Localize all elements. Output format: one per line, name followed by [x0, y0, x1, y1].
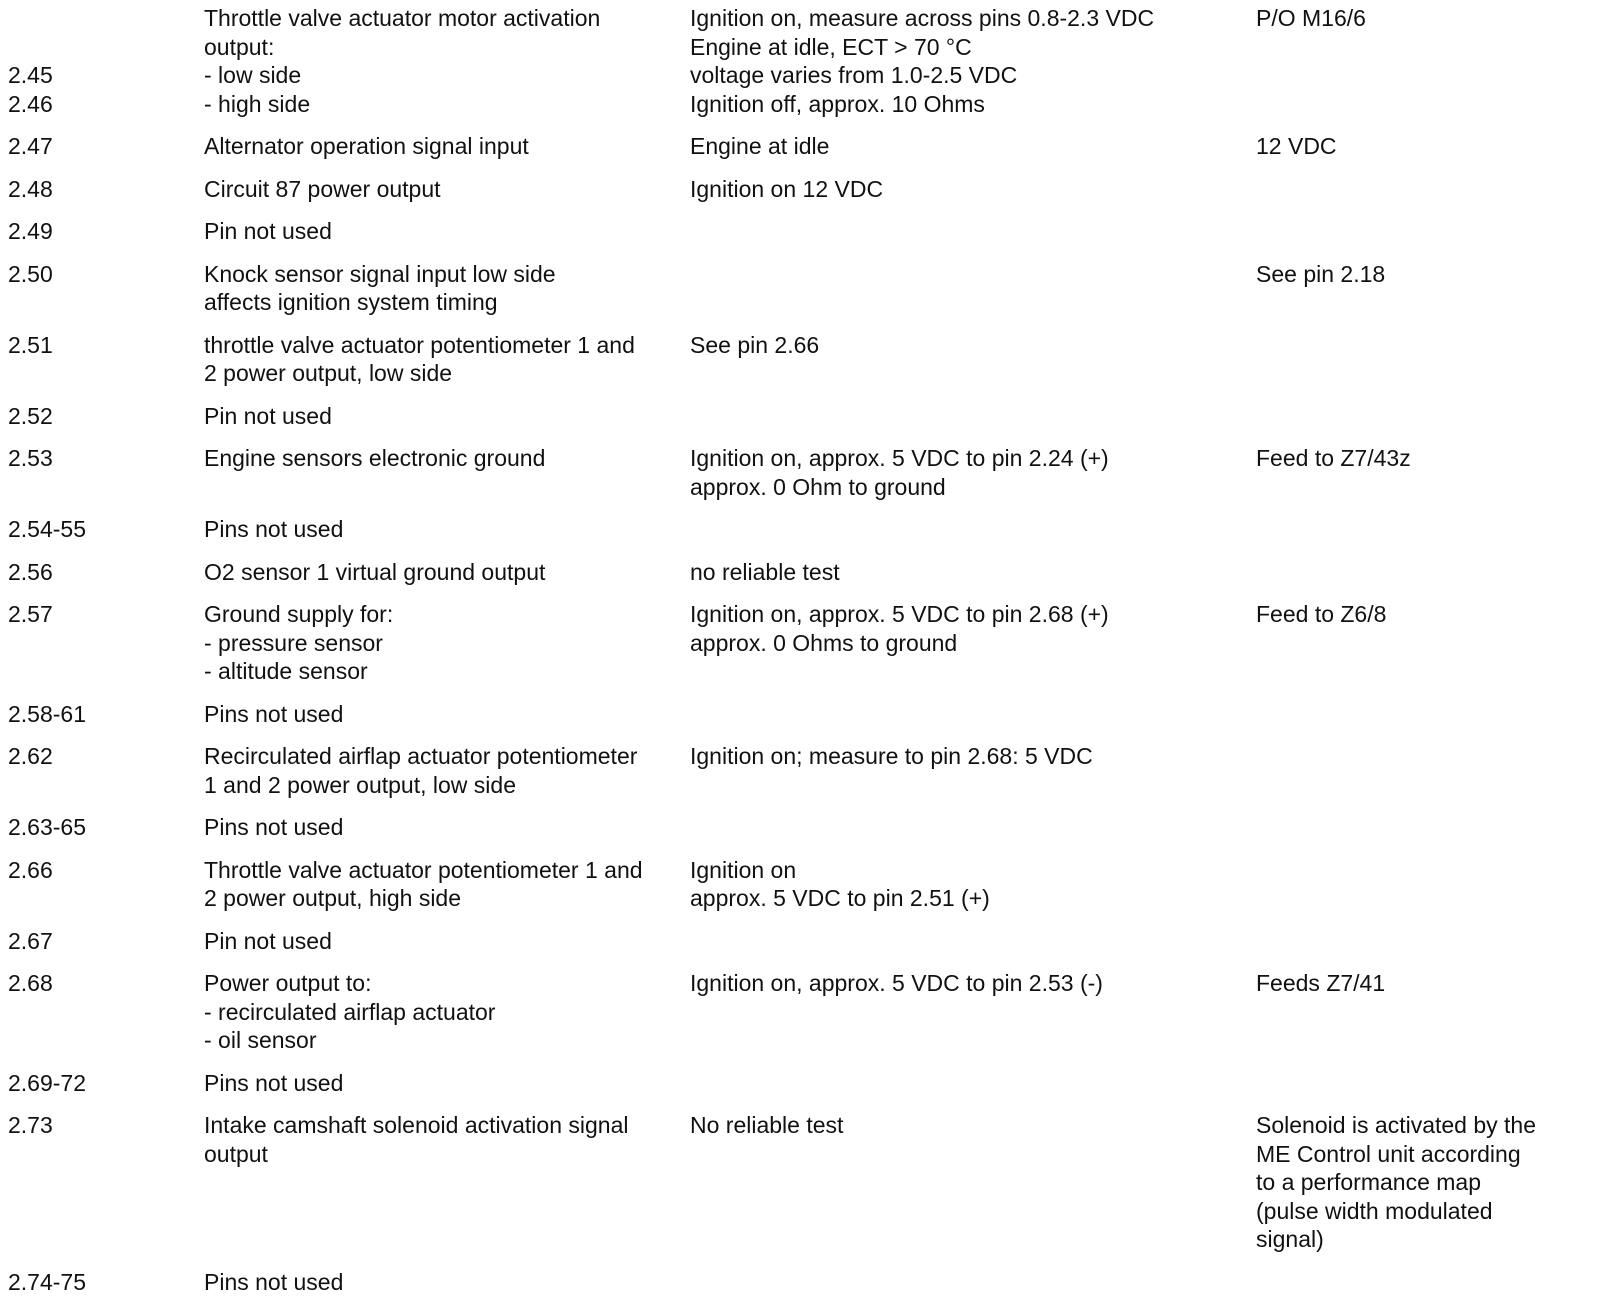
table-row: [8, 1268, 1598, 1310]
pin-description-line: affects ignition system timing: [204, 288, 690, 317]
pin-number-line: 2.57: [8, 600, 204, 629]
pin-number-cell: [8, 132, 204, 175]
test-condition-cell: [690, 927, 1256, 970]
pin-number-line: 2.73: [8, 1111, 204, 1140]
test-condition-cell: [690, 558, 1256, 601]
pin-number-line: 2.53: [8, 444, 204, 473]
pin-description-line: Pin not used: [204, 217, 690, 246]
pinout-table: [8, 4, 1598, 1310]
test-condition-line: approx. 0 Ohm to ground: [690, 473, 1256, 502]
pin-number-line: 2.67: [8, 927, 204, 956]
table-row: [8, 813, 1598, 856]
pin-number-cell: [8, 969, 204, 1069]
pin-number-cell: [8, 1111, 204, 1268]
pin-number-cell: [8, 600, 204, 700]
pin-note-line: Feeds Z7/41: [1256, 969, 1598, 998]
pin-description-line: Throttle valve actuator motor activation: [204, 4, 690, 33]
pin-note-line: 12 VDC: [1256, 132, 1598, 161]
pin-note-line: See pin 2.18: [1256, 260, 1598, 289]
test-condition-line: Ignition off, approx. 10 Ohms: [690, 90, 1256, 119]
pin-note-line: to a performance map: [1256, 1168, 1598, 1197]
pin-description-cell: [204, 402, 690, 445]
pin-description-line: - oil sensor: [204, 1026, 690, 1055]
test-condition-cell: [690, 813, 1256, 856]
pin-note-cell: [1256, 856, 1598, 927]
pin-note-cell: [1256, 600, 1598, 700]
pin-note-cell: [1256, 402, 1598, 445]
test-condition-line: Ignition on, approx. 5 VDC to pin 2.53 (-): [690, 969, 1256, 998]
pin-number-line: 2.48: [8, 175, 204, 204]
pin-number-cell: [8, 402, 204, 445]
test-condition-line: Ignition on: [690, 856, 1256, 885]
pin-note-cell: [1256, 558, 1598, 601]
pin-note-cell: [1256, 515, 1598, 558]
pin-number-cell: [8, 444, 204, 515]
pin-number-line: 2.56: [8, 558, 204, 587]
pin-note-line: (pulse width modulated: [1256, 1197, 1598, 1226]
pin-description-line: - high side: [204, 90, 690, 119]
pin-number-cell: [8, 856, 204, 927]
pin-description-cell: [204, 4, 690, 132]
pin-number-line: 2.52: [8, 402, 204, 431]
test-condition-line: See pin 2.66: [690, 331, 1256, 360]
test-condition-cell: [690, 132, 1256, 175]
test-condition-cell: [690, 402, 1256, 445]
pin-number-line: 2.54-55: [8, 515, 204, 544]
pin-description-line: Pin not used: [204, 402, 690, 431]
pin-description-line: 2 power output, low side: [204, 359, 690, 388]
pin-note-cell: [1256, 217, 1598, 260]
pin-number-line: 2.49: [8, 217, 204, 246]
test-condition-cell: [690, 515, 1256, 558]
pin-number-cell: [8, 742, 204, 813]
pin-description-cell: [204, 927, 690, 970]
test-condition-cell: [690, 856, 1256, 927]
pin-description-line: Recirculated airflap actuator potentiometer: [204, 742, 690, 771]
table-row: [8, 444, 1598, 515]
pin-number-line: 2.66: [8, 856, 204, 885]
test-condition-cell: [690, 4, 1256, 132]
test-condition-cell: [690, 600, 1256, 700]
pin-note-cell: [1256, 444, 1598, 515]
pin-description-line: - pressure sensor: [204, 629, 690, 658]
pin-number-line: 2.68: [8, 969, 204, 998]
pin-number-cell: [8, 175, 204, 218]
pin-number-line: [8, 4, 204, 33]
test-condition-cell: [690, 969, 1256, 1069]
pin-number-cell: [8, 700, 204, 743]
pin-description-cell: [204, 1111, 690, 1268]
pin-description-cell: [204, 1069, 690, 1112]
pin-number-line: 2.45: [8, 61, 204, 90]
pin-description-line: O2 sensor 1 virtual ground output: [204, 558, 690, 587]
pin-note-cell: [1256, 331, 1598, 402]
pinout-table-body: [8, 4, 1598, 1310]
pinout-page: [8, 4, 1598, 1310]
table-row: [8, 1111, 1598, 1268]
table-row: [8, 515, 1598, 558]
pin-note-cell: [1256, 742, 1598, 813]
test-condition-line: Engine at idle: [690, 132, 1256, 161]
pin-description-cell: [204, 600, 690, 700]
pin-number-cell: [8, 260, 204, 331]
test-condition-line: No reliable test: [690, 1111, 1256, 1140]
pin-number-cell: [8, 331, 204, 402]
pin-number-cell: [8, 1069, 204, 1112]
pin-description-line: - altitude sensor: [204, 657, 690, 686]
pin-description-line: 1 and 2 power output, low side: [204, 771, 690, 800]
test-condition-line: Ignition on, approx. 5 VDC to pin 2.68 (+): [690, 600, 1256, 629]
pin-note-line: signal): [1256, 1225, 1598, 1254]
table-row: [8, 700, 1598, 743]
pin-description-line: Pins not used: [204, 1069, 690, 1098]
pin-number-line: 2.46: [8, 90, 204, 119]
pin-number-cell: [8, 4, 204, 132]
pin-note-cell: [1256, 700, 1598, 743]
pin-number-line: 2.51: [8, 331, 204, 360]
table-row: [8, 260, 1598, 331]
table-row: [8, 175, 1598, 218]
pin-description-line: output: [204, 1140, 690, 1169]
pin-note-line: P/O M16/6: [1256, 4, 1598, 33]
pin-description-line: throttle valve actuator potentiometer 1 and: [204, 331, 690, 360]
test-condition-line: Ignition on, approx. 5 VDC to pin 2.24 (+): [690, 444, 1256, 473]
table-row: [8, 856, 1598, 927]
test-condition-cell: [690, 1069, 1256, 1112]
pin-description-line: Pin not used: [204, 927, 690, 956]
pin-number-line: 2.58-61: [8, 700, 204, 729]
pin-description-cell: [204, 217, 690, 260]
test-condition-cell: [690, 260, 1256, 331]
pin-note-line: Feed to Z7/43z: [1256, 444, 1598, 473]
test-condition-line: approx. 0 Ohms to ground: [690, 629, 1256, 658]
pin-description-cell: [204, 742, 690, 813]
pin-number-line: 2.69-72: [8, 1069, 204, 1098]
pin-number-line: 2.47: [8, 132, 204, 161]
pin-note-cell: [1256, 927, 1598, 970]
test-condition-cell: [690, 742, 1256, 813]
pin-description-cell: [204, 175, 690, 218]
table-row: [8, 558, 1598, 601]
pin-description-line: Throttle valve actuator potentiometer 1 and: [204, 856, 690, 885]
pin-description-cell: [204, 331, 690, 402]
test-condition-line: approx. 5 VDC to pin 2.51 (+): [690, 884, 1256, 913]
test-condition-cell: [690, 444, 1256, 515]
pin-description-cell: [204, 558, 690, 601]
pin-description-line: 2 power output, high side: [204, 884, 690, 913]
pin-note-line: Solenoid is activated by the: [1256, 1111, 1598, 1140]
pin-description-line: Ground supply for:: [204, 600, 690, 629]
table-row: [8, 4, 1598, 132]
pin-number-line: 2.74-75: [8, 1268, 204, 1297]
table-row: [8, 402, 1598, 445]
pin-note-cell: [1256, 4, 1598, 132]
test-condition-line: Engine at idle, ECT > 70 °C: [690, 33, 1256, 62]
pin-number-cell: [8, 1268, 204, 1310]
pin-note-cell: [1256, 1268, 1598, 1310]
table-row: [8, 217, 1598, 260]
table-row: [8, 600, 1598, 700]
pin-number-line: 2.50: [8, 260, 204, 289]
test-condition-line: Ignition on, measure across pins 0.8-2.3 VDC: [690, 4, 1256, 33]
pin-note-line: Feed to Z6/8: [1256, 600, 1598, 629]
pin-description-line: Knock sensor signal input low side: [204, 260, 690, 289]
table-row: [8, 969, 1598, 1069]
pin-note-line: ME Control unit according: [1256, 1140, 1598, 1169]
test-condition-line: voltage varies from 1.0-2.5 VDC: [690, 61, 1256, 90]
pin-description-cell: [204, 856, 690, 927]
pin-description-line: - low side: [204, 61, 690, 90]
pin-description-line: output:: [204, 33, 690, 62]
pin-number-cell: [8, 515, 204, 558]
test-condition-line: no reliable test: [690, 558, 1256, 587]
pin-description-cell: [204, 1268, 690, 1310]
pin-note-cell: [1256, 969, 1598, 1069]
pin-note-cell: [1256, 132, 1598, 175]
test-condition-line: Ignition on; measure to pin 2.68: 5 VDC: [690, 742, 1256, 771]
table-row: [8, 742, 1598, 813]
test-condition-cell: [690, 1268, 1256, 1310]
pin-description-line: Pins not used: [204, 813, 690, 842]
pin-note-cell: [1256, 1069, 1598, 1112]
pin-description-cell: [204, 515, 690, 558]
pin-description-line: Power output to:: [204, 969, 690, 998]
pin-description-line: Pins not used: [204, 515, 690, 544]
test-condition-cell: [690, 331, 1256, 402]
pin-number-cell: [8, 927, 204, 970]
test-condition-cell: [690, 175, 1256, 218]
pin-number-cell: [8, 217, 204, 260]
pin-description-cell: [204, 260, 690, 331]
pin-note-cell: [1256, 1111, 1598, 1268]
pin-description-cell: [204, 813, 690, 856]
pin-number-cell: [8, 813, 204, 856]
pin-note-cell: [1256, 813, 1598, 856]
table-row: [8, 132, 1598, 175]
pin-description-cell: [204, 132, 690, 175]
pin-description-cell: [204, 700, 690, 743]
pin-note-cell: [1256, 175, 1598, 218]
pin-description-line: Pins not used: [204, 1268, 690, 1297]
pin-number-line: 2.62: [8, 742, 204, 771]
pin-number-line: 2.63-65: [8, 813, 204, 842]
pin-number-cell: [8, 558, 204, 601]
pin-description-line: Pins not used: [204, 700, 690, 729]
pin-note-cell: [1256, 260, 1598, 331]
table-row: [8, 331, 1598, 402]
test-condition-cell: [690, 700, 1256, 743]
pin-description-cell: [204, 444, 690, 515]
table-row: [8, 1069, 1598, 1112]
table-row: [8, 927, 1598, 970]
pin-description-line: Alternator operation signal input: [204, 132, 690, 161]
pin-description-cell: [204, 969, 690, 1069]
test-condition-line: Ignition on 12 VDC: [690, 175, 1256, 204]
test-condition-cell: [690, 1111, 1256, 1268]
pin-description-line: - recirculated airflap actuator: [204, 998, 690, 1027]
test-condition-cell: [690, 217, 1256, 260]
pin-description-line: Engine sensors electronic ground: [204, 444, 690, 473]
pin-description-line: Intake camshaft solenoid activation signal: [204, 1111, 690, 1140]
pin-description-line: Circuit 87 power output: [204, 175, 690, 204]
pin-number-line: [8, 33, 204, 62]
